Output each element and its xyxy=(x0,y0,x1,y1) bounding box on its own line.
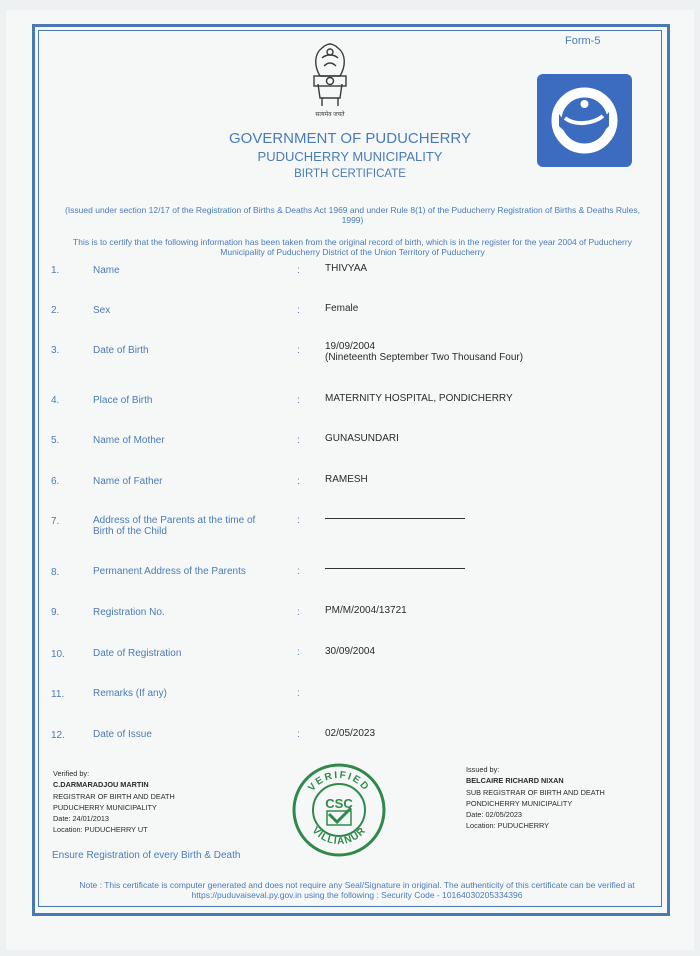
field-label: Remarks (If any) xyxy=(93,688,167,699)
certify-text: This is to certify that the following information has been taken from the original record of birth, which is in the register for the year 2004 of Puducherry Municipality of Puducherry District of the Union Territory of Puducherry xyxy=(73,237,632,257)
seal-center-text: CSC xyxy=(325,796,353,811)
seal-top-text: VERIFIED xyxy=(306,769,372,794)
issued-location: Location: PUDUCHERRY xyxy=(466,821,549,831)
field-blank-line xyxy=(325,568,465,569)
field-number: 3. xyxy=(51,345,60,356)
field-colon: : xyxy=(297,688,300,699)
municipality-title: PUDUCHERRY MUNICIPALITY xyxy=(257,149,443,164)
field-label: Name of Mother xyxy=(93,435,165,446)
field-number: 12. xyxy=(51,730,65,741)
seal-bottom-text: VILLIANUR xyxy=(309,825,369,848)
field-label: Place of Birth xyxy=(93,395,153,406)
field-label: Date of Birth xyxy=(93,345,149,356)
field-value-words: (Nineteenth September Two Thousand Four) xyxy=(325,352,524,363)
field-number: 5. xyxy=(51,435,60,446)
field-number: 2. xyxy=(51,305,60,316)
field-label: Name xyxy=(93,265,120,276)
field-label: Registration No. xyxy=(93,607,165,618)
field-number: 6. xyxy=(51,476,60,487)
ensure-registration-text: Ensure Registration of every Birth & Death xyxy=(52,850,241,861)
issued-date: Date: 02/05/2023 xyxy=(466,810,522,820)
verified-location: Location: PUDUCHERRY UT xyxy=(53,825,148,835)
field-colon: : xyxy=(297,345,300,356)
field-colon: : xyxy=(297,647,300,658)
field-colon: : xyxy=(297,305,300,316)
field-number: 4. xyxy=(51,395,60,406)
field-colon: : xyxy=(297,435,300,446)
field-number: 11. xyxy=(51,689,65,700)
svg-text:VERIFIED xyxy=(306,770,371,794)
state-emblem-icon xyxy=(300,36,360,120)
verified-heading: Verified by: xyxy=(53,769,90,778)
field-colon: : xyxy=(297,607,300,618)
field-colon: : xyxy=(297,566,300,577)
field-colon: : xyxy=(297,729,300,740)
certificate-title: BIRTH CERTIFICATE xyxy=(294,168,406,180)
field-label: Date of Issue xyxy=(93,729,152,740)
field-value: THIVYAA xyxy=(325,263,368,274)
field-value: MATERNITY HOSPITAL, PONDICHERRY xyxy=(325,393,513,404)
csc-verified-seal-icon xyxy=(291,762,387,858)
field-value: RAMESH xyxy=(325,474,368,485)
svg-text:VILLIANUR xyxy=(310,825,369,847)
field-colon: : xyxy=(297,515,300,526)
emblem-motto: सत्यमेव जयते xyxy=(315,112,345,118)
field-label: Sex xyxy=(93,305,111,316)
field-number: 10. xyxy=(51,649,65,660)
field-colon: : xyxy=(297,265,300,276)
verified-date: Date: 24/01/2013 xyxy=(53,814,109,824)
field-colon: : xyxy=(297,476,300,487)
issued-by-block xyxy=(466,764,605,832)
field-value: GUNASUNDARI xyxy=(325,433,399,444)
field-label: Date of Registration xyxy=(93,648,182,659)
field-label: Permanent Address of the Parents xyxy=(93,566,246,577)
field-number: 7. xyxy=(51,516,60,527)
field-blank-line xyxy=(325,518,465,519)
form-number: Form-5 xyxy=(565,35,601,47)
verified-office: PUDUCHERRY MUNICIPALITY xyxy=(53,802,157,812)
field-value: PM/M/2004/13721 xyxy=(325,605,407,616)
issued-name: BELCAIRE RICHARD NIXAN xyxy=(466,776,564,786)
field-value: 30/09/2004 xyxy=(325,646,376,657)
issued-office: PONDICHERRY MUNICIPALITY xyxy=(466,798,573,808)
issued-designation: SUB REGISTRAR OF BIRTH AND DEATH xyxy=(466,787,605,797)
field-value: Female xyxy=(325,303,359,314)
verified-name: C.DARMARADJOU MARTIN xyxy=(53,780,149,790)
field-number: 9. xyxy=(51,607,60,618)
verified-designation: REGISTRAR OF BIRTH AND DEATH xyxy=(53,791,175,801)
government-title: GOVERNMENT OF PUDUCHERRY xyxy=(229,130,471,147)
issued-under-text: (Issued under section 12/17 of the Registration of Births & Deaths Act 1969 and under Rule 8(1) of the Puducherry Registration of Births & Deaths Rules, 1999) xyxy=(64,205,640,225)
field-value: 02/05/2023 xyxy=(325,728,376,739)
field-label: Address of the Parents at the time of Birth of the Child xyxy=(93,515,256,537)
field-colon: : xyxy=(297,395,300,406)
verified-by-block xyxy=(53,768,175,836)
field-number: 1. xyxy=(51,265,60,276)
field-label: Name of Father xyxy=(93,476,163,487)
field-value: 19/09/2004 xyxy=(325,341,376,352)
note-text: Note : This certificate is computer generated and does not require any Seal/Signature in original. The authenticity of this certificate can be verified at https://puduvaiseval.py.gov.in using the following : Security Code - 101640302053343​96 xyxy=(79,880,635,900)
issued-heading: Issued by: xyxy=(466,765,500,774)
field-number: 8. xyxy=(51,567,60,578)
